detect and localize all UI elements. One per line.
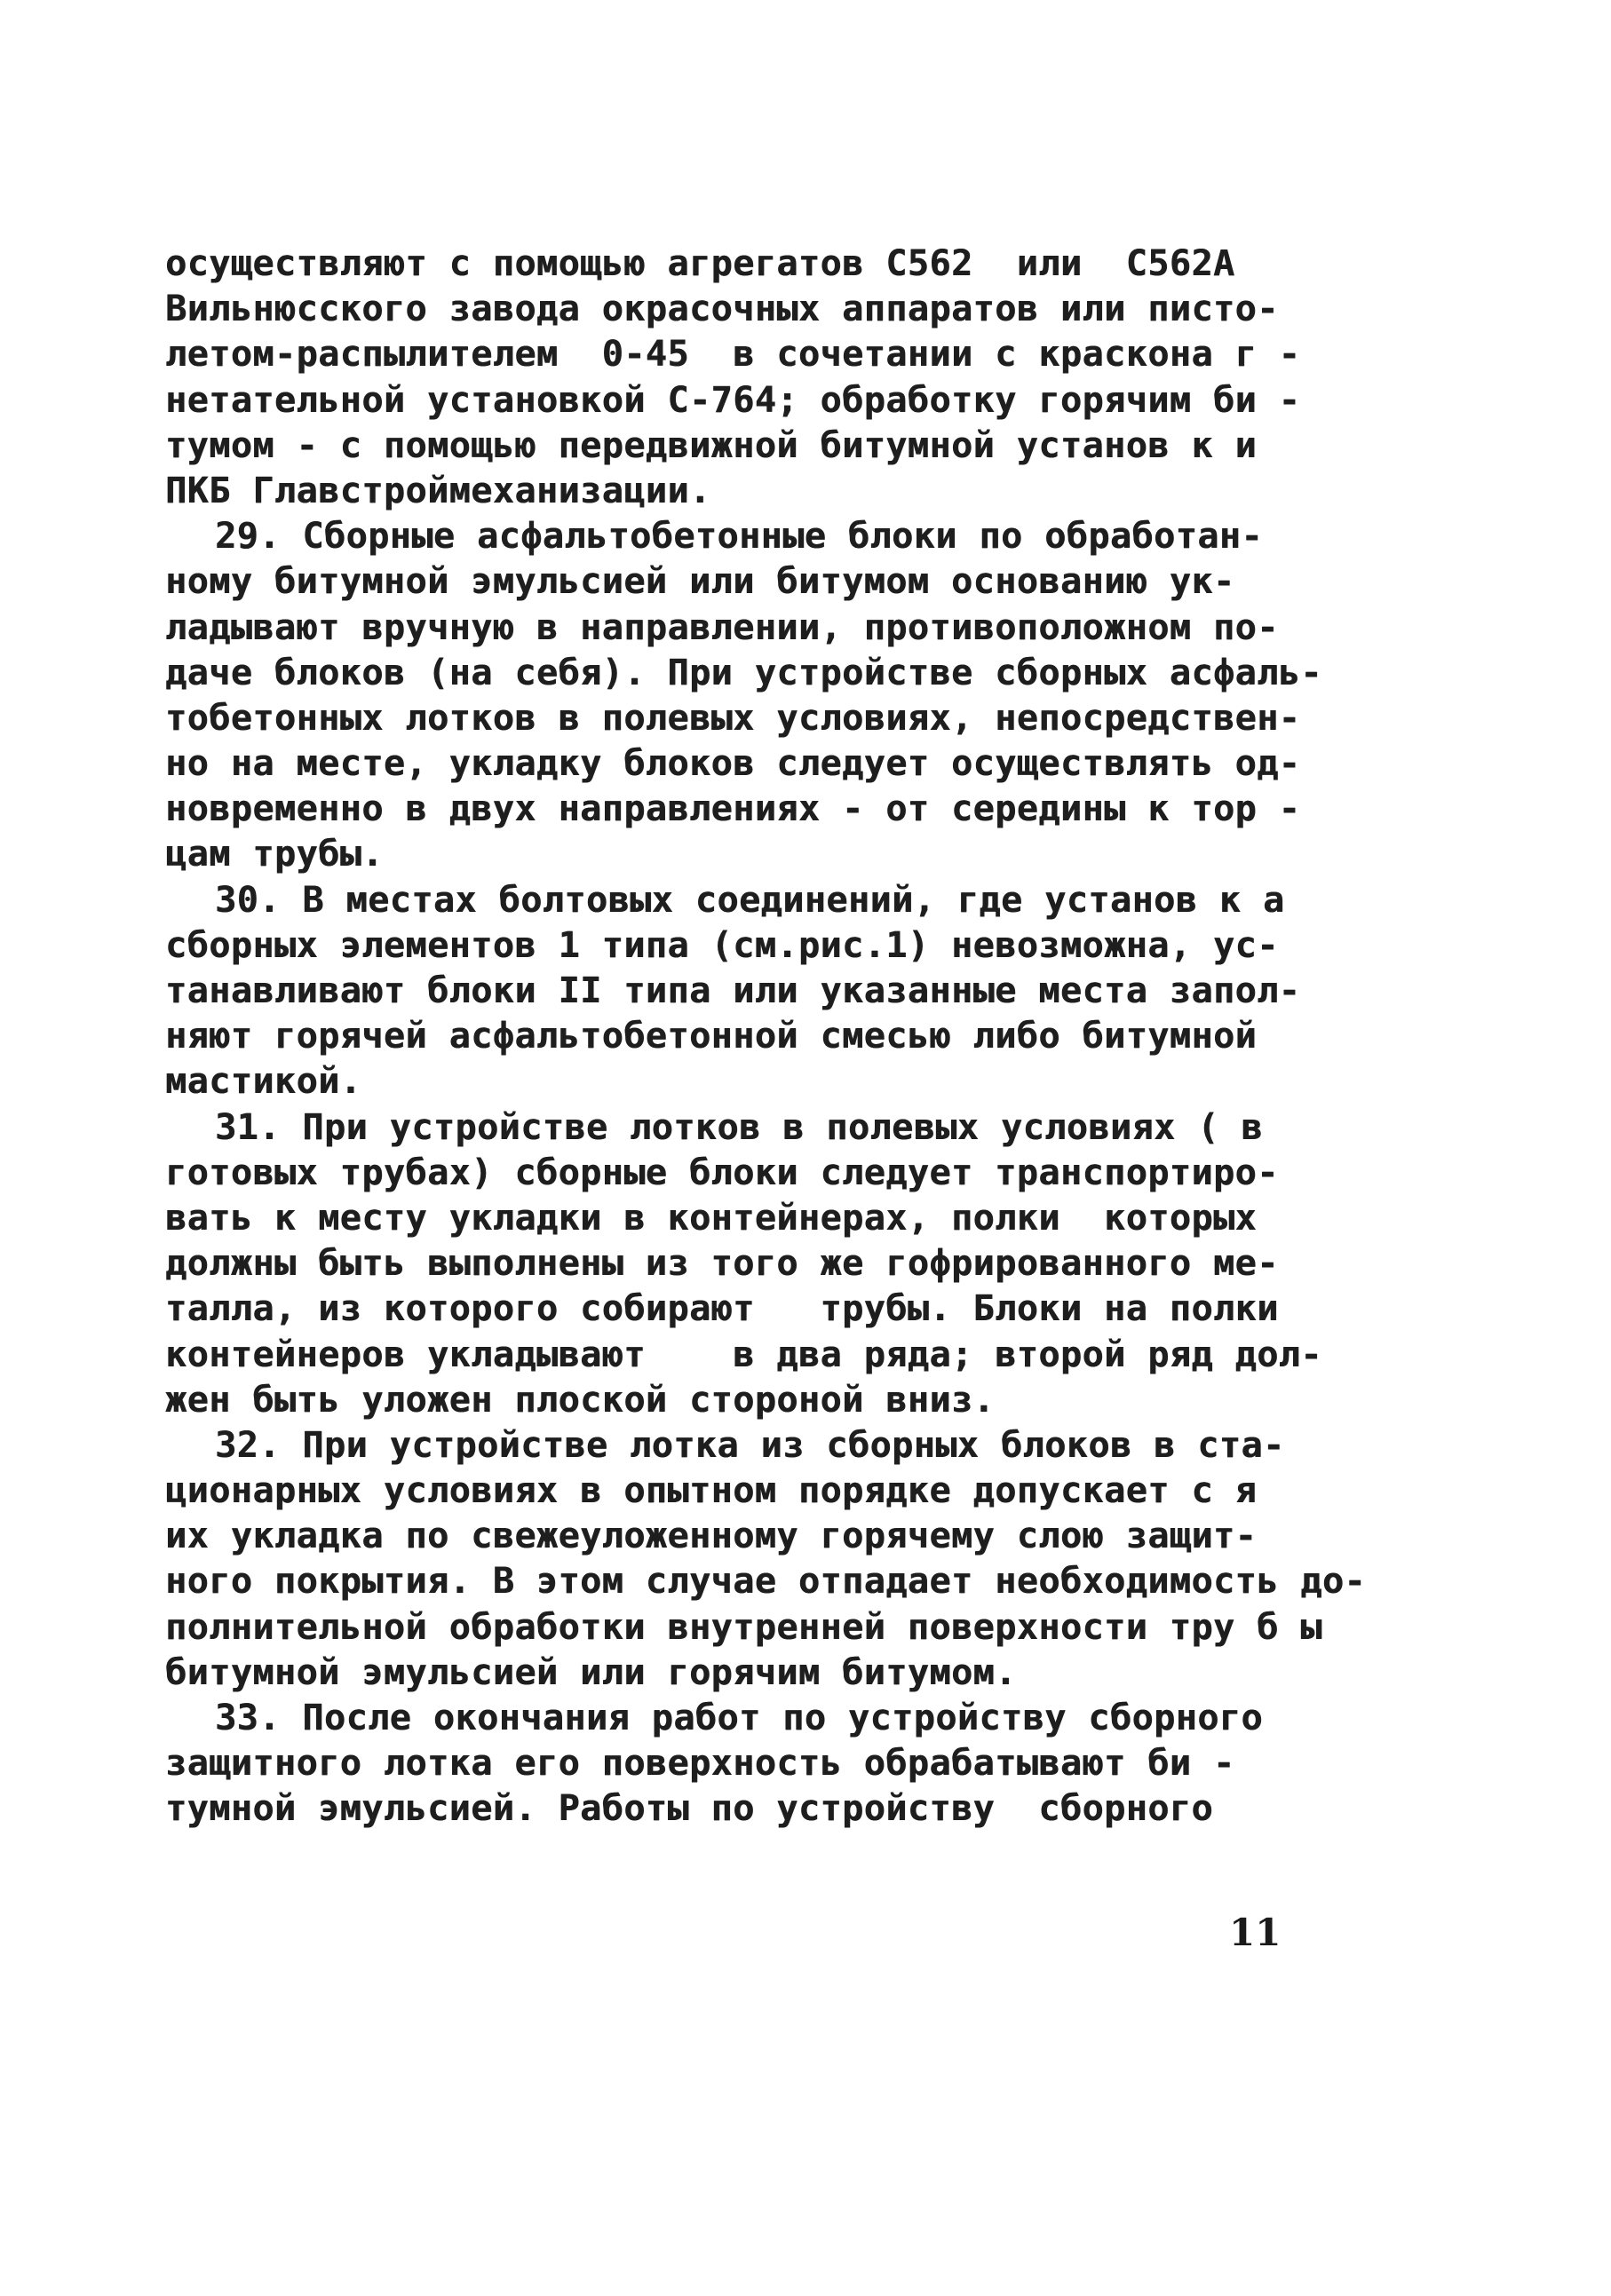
text-line: ного покрытия. В этом случае отпадает необходимость до- bbox=[165, 1561, 1367, 1603]
text-line: новременно в двух направлениях - от середины к тор - bbox=[165, 788, 1301, 830]
body-text bbox=[165, 241, 1367, 1833]
paragraph-32-start: 32. При устройстве лотка из сборных блоков в ста- bbox=[215, 1424, 1285, 1466]
text-line: контейнеров укладывают в два ряда; второй ряд дол- bbox=[165, 1334, 1322, 1375]
text-line: готовых трубах) сборные блоки следует транспортиро- bbox=[165, 1152, 1279, 1193]
text-line: сборных элементов 1 типа (см.рис.1) невозможна, ус- bbox=[165, 924, 1279, 966]
text-line: ладывают вручную в направлении, противоположном по- bbox=[165, 606, 1279, 648]
text-line: должны быть выполнены из того же гофрированного ме- bbox=[165, 1243, 1279, 1285]
text-line: ционарных условиях в опытном порядке допускает с я bbox=[165, 1470, 1258, 1512]
paragraph-29-start: 29. Сборные асфальтобетонные блоки по обработан- bbox=[215, 516, 1263, 558]
page-number: 11 bbox=[1229, 1911, 1282, 1954]
text-line: мастикой. bbox=[165, 1061, 362, 1103]
text-line: но на месте, укладку блоков следует осуществлять од- bbox=[165, 743, 1301, 785]
text-line: вать к месту укладки в контейнерах, полки которых bbox=[165, 1197, 1258, 1239]
text-line: тобетонных лотков в полевых условиях, непосредствен- bbox=[165, 697, 1301, 739]
text-line: осуществляют с помощью агрегатов С562 или С562А bbox=[165, 243, 1235, 284]
text-line: няют горячей асфальтобетонной смесью либо битумной bbox=[165, 1016, 1258, 1057]
text-line: жен быть уложен плоской стороной вниз. bbox=[165, 1379, 996, 1421]
text-line: тумом - с помощью передвижной битумной установ к и bbox=[165, 424, 1258, 466]
text-line: тумной эмульсией. Работы по устройству сборного bbox=[165, 1788, 1213, 1830]
paragraph-33-start: 33. После окончания работ по устройству сборного bbox=[215, 1698, 1263, 1738]
text-line: даче блоков (на себя). При устройстве сборных асфаль- bbox=[165, 652, 1322, 693]
text-line: летом-распылителем 0-45 в сочетании с краскона г - bbox=[165, 334, 1301, 376]
text-line: ПКБ Главстроймеханизации. bbox=[165, 470, 711, 511]
text-line: танавливают блоки II типа или указанные места запол- bbox=[165, 970, 1301, 1011]
text-line: защитного лотка его поверхность обрабатывают би - bbox=[165, 1743, 1235, 1785]
text-line: талла, из которого собирают трубы. Блоки на полки bbox=[165, 1288, 1279, 1330]
text-line: битумной эмульсией или горячим битумом. bbox=[165, 1651, 1017, 1693]
text-line: цам трубы. bbox=[165, 834, 384, 875]
text-line: их укладка по свежеуложенному горячему слою защит- bbox=[165, 1516, 1258, 1557]
text-line: полнительной обработки внутренней поверхности тру б ы bbox=[165, 1606, 1322, 1648]
text-line: нетательной установкой С-764; обработку горячим би - bbox=[165, 379, 1301, 421]
text-line: ному битумной эмульсией или битумом основанию ук- bbox=[165, 561, 1235, 603]
paragraph-30-start: 30. В местах болтовых соединений, где установ к а bbox=[215, 879, 1285, 921]
paragraph-31-start: 31. При устройстве лотков в полевых условиях ( в bbox=[215, 1106, 1263, 1148]
text-line: Вильнюсского завода окрасочных аппаратов или писто- bbox=[165, 289, 1279, 330]
